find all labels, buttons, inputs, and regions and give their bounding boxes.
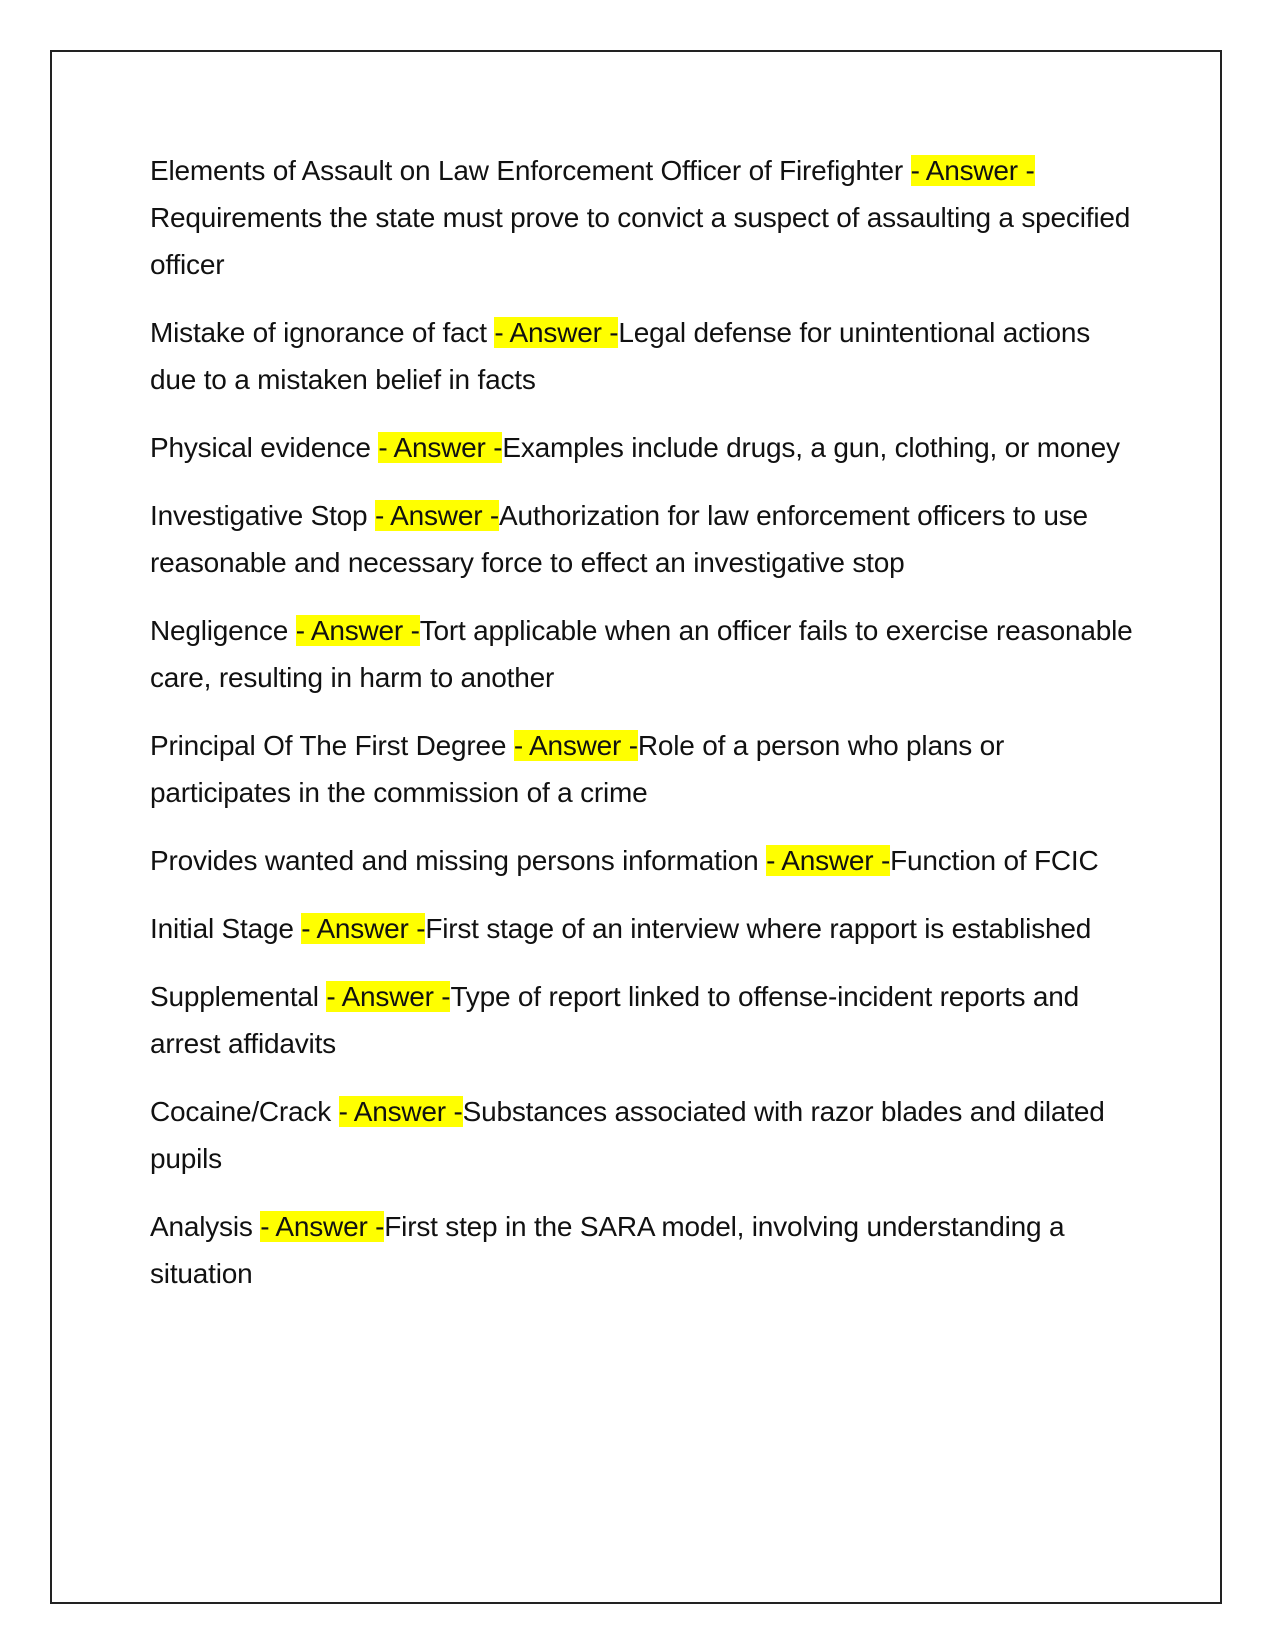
answer-marker: - Answer - [378,432,503,463]
entry-definition: Tort applicable when an officer fails to exercise reasonable care, resulting in harm to another [150,615,1133,693]
entry-fcic-function [150,837,1140,884]
entry-definition: Requirements the state must prove to convict a suspect of assaulting a specified officer [150,202,1131,280]
entry-term: Initial Stage [150,913,302,944]
answer-marker: - Answer - [766,845,891,876]
entry-term: Supplemental [150,981,327,1012]
entry-investigative-stop [150,492,1140,586]
entry-term: Investigative Stop [150,500,375,531]
flashcard-list [150,147,1140,1318]
entry-negligence [150,607,1140,701]
answer-marker: - Answer - [301,913,426,944]
answer-marker: - Answer - [910,155,1035,186]
entry-term: Principal Of The First Degree [150,730,514,761]
entry-term: Physical evidence [150,432,379,463]
entry-definition: Examples include drugs, a gun, clothing, or money [502,432,1120,463]
entry-term: Cocaine/Crack [150,1096,339,1127]
entry-definition: First step in the SARA model, involving understanding a situation [150,1211,1065,1289]
entry-term: Analysis [150,1211,261,1242]
answer-marker: - Answer - [338,1096,463,1127]
answer-marker: - Answer - [375,500,500,531]
answer-marker: - Answer - [260,1211,385,1242]
entry-definition: Function of FCIC [890,845,1099,876]
entry-supplemental [150,973,1140,1067]
entry-definition: Type of report linked to offense-incident reports and arrest affidavits [150,981,1080,1059]
entry-definition: Substances associated with razor blades and dilated pupils [150,1096,1105,1174]
answer-marker: - Answer - [513,730,638,761]
entry-definition: Authorization for law enforcement officers to use reasonable and necessary force to effect an investigative stop [150,500,1088,578]
answer-marker: - Answer - [326,981,451,1012]
entry-term: Provides wanted and missing persons information [150,845,767,876]
entry-term: Elements of Assault on Law Enforcement Officer of Firefighter [150,155,911,186]
entry-term: Mistake of ignorance of fact [150,317,495,348]
entry-cocaine-crack [150,1088,1140,1182]
entry-assault-elements [150,147,1140,288]
entry-initial-stage [150,905,1140,952]
entry-definition: First stage of an interview where rapport is established [425,913,1092,944]
entry-term: Negligence [150,615,296,646]
entry-definition: Role of a person who plans or participates in the commission of a crime [150,730,1005,808]
answer-marker: - Answer - [494,317,619,348]
entry-mistake-of-fact [150,309,1140,403]
entry-definition: Legal defense for unintentional actions due to a mistaken belief in facts [150,317,1091,395]
entry-analysis [150,1203,1140,1297]
answer-marker: - Answer - [295,615,420,646]
entry-physical-evidence [150,424,1140,471]
entry-principal-first-degree [150,722,1140,816]
